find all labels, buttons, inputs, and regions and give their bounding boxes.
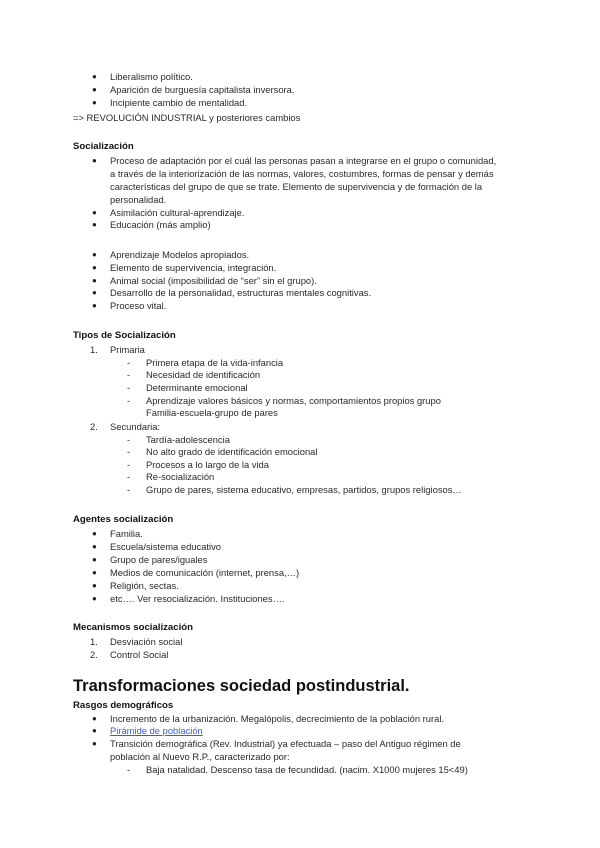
- arrow-line: => REVOLUCIÓN INDUSTRIAL y posteriores cambios: [73, 112, 301, 123]
- bullet-icon: ●: [92, 98, 97, 107]
- list-item-secundaria: Secundaria:: [110, 421, 161, 432]
- sub-list-item-continuation: Familia-escuela-grupo de pares: [146, 407, 278, 418]
- list-item: Control Social: [110, 649, 169, 660]
- bullet-icon: ●: [92, 739, 97, 748]
- list-item: Elemento de supervivencia, integración.: [110, 262, 277, 273]
- list-number: 2.: [90, 421, 98, 432]
- paragraph-line: población al Nuevo R.P., caracterizado por:: [110, 751, 290, 762]
- list-number: 1.: [90, 636, 98, 647]
- bullet-icon: ●: [92, 85, 97, 94]
- bullet-icon: ●: [92, 288, 97, 297]
- sub-list-item: No alto grado de identificación emocional: [146, 446, 318, 457]
- bullet-icon: ●: [92, 301, 97, 310]
- section-heading-socializacion: Socialización: [73, 141, 134, 152]
- dash-icon: -: [127, 446, 131, 457]
- paragraph-line: características del grupo de que se trate. Elemento de supervivencia y de formación de la: [110, 181, 483, 192]
- bullet-icon: ●: [92, 208, 97, 217]
- subheading-rasgos: Rasgos demográficos: [73, 700, 174, 711]
- bullet-icon: ●: [92, 568, 97, 577]
- dash-icon: -: [127, 357, 131, 368]
- bullet-icon: ●: [92, 276, 97, 285]
- bullet-icon: ●: [92, 581, 97, 590]
- sub-list-item: Primera etapa de la vida-infancia: [146, 357, 284, 368]
- dash-icon: -: [127, 484, 131, 495]
- list-item-primaria: Primaria: [110, 344, 145, 355]
- list-item: Aprendizaje Modelos apropiados.: [110, 249, 250, 260]
- bullet-icon: ●: [92, 726, 97, 735]
- dash-icon: -: [127, 434, 131, 445]
- sub-list-item: Re-socialización: [146, 471, 215, 482]
- bullet-icon: ●: [92, 263, 97, 272]
- list-item: Desarrollo de la personalidad, estructuras mentales cognitivas.: [110, 287, 372, 298]
- list-item: Religión, sectas.: [110, 580, 179, 591]
- bullet-icon: ●: [92, 594, 97, 603]
- sub-list-item: Grupo de pares, sistema educativo, empresas, partidos, grupos religiosos…: [146, 484, 462, 495]
- section-heading-mecanismos: Mecanismos socialización: [73, 622, 193, 633]
- dash-icon: -: [127, 764, 131, 775]
- sub-list-item: Aprendizaje valores básicos y normas, comportamientos propios grupo: [146, 395, 441, 406]
- major-heading-transformaciones: Transformaciones sociedad postindustrial.: [73, 677, 410, 695]
- list-item: Incremento de la urbanización. Megalópolis, decrecimiento de la población rural.: [110, 713, 445, 724]
- bullet-icon: ●: [92, 542, 97, 551]
- list-item: etc…. Ver resocialización. Instituciones….: [110, 593, 285, 604]
- list-number: 2.: [90, 649, 98, 660]
- list-item: Escuela/sistema educativo: [110, 541, 221, 552]
- bullet-icon: ●: [92, 156, 97, 165]
- dash-icon: -: [127, 395, 131, 406]
- list-item: Incipiente cambio de mentalidad.: [110, 97, 248, 108]
- list-item: Educación (más amplio): [110, 219, 211, 230]
- list-number: 1.: [90, 344, 98, 355]
- bullet-icon: ●: [92, 529, 97, 538]
- list-item: Familia.: [110, 528, 143, 539]
- sub-list-item: Procesos a lo largo de la vida: [146, 459, 269, 470]
- bullet-icon: ●: [92, 555, 97, 564]
- paragraph-line: Transición demográfica (Rev. Industrial) ya efectuada – paso del Antiguo régimen de: [110, 738, 461, 749]
- list-item: Grupo de pares/iguales: [110, 554, 208, 565]
- list-item: Animal social (imposibilidad de “ser” sin el grupo).: [110, 275, 317, 286]
- section-heading-agentes: Agentes socialización: [73, 514, 174, 525]
- paragraph-line: a través de la interiorización de las normas, valores, costumbres, formas de pensar y demás: [110, 168, 494, 179]
- sub-list-item: Necesidad de identificación: [146, 369, 261, 380]
- piramide-link[interactable]: Pirámide de población: [110, 725, 203, 736]
- paragraph-line: personalidad.: [110, 194, 167, 205]
- dash-icon: -: [127, 471, 131, 482]
- list-item: Proceso vital.: [110, 300, 167, 311]
- list-item: Desviación social: [110, 636, 183, 647]
- bullet-icon: ●: [92, 72, 97, 81]
- sub-list-item: Baja natalidad. Descenso tasa de fecundidad. (nacim. X1000 mujeres 15<49): [146, 764, 468, 775]
- list-item: Medios de comunicación (internet, prensa,…): [110, 567, 300, 578]
- bullet-icon: ●: [92, 250, 97, 259]
- list-item: Aparición de burguesía capitalista inversora.: [110, 84, 295, 95]
- paragraph-line: Proceso de adaptación por el cuál las personas pasan a integrarse en el grupo o comunidad,: [110, 155, 497, 166]
- list-item: Liberalismo político.: [110, 71, 193, 82]
- bullet-icon: ●: [92, 714, 97, 723]
- dash-icon: -: [127, 382, 131, 393]
- sub-list-item: Determinante emocional: [146, 382, 248, 393]
- dash-icon: -: [127, 459, 131, 470]
- sub-list-item: Tardía-adolescencia: [146, 434, 230, 445]
- section-heading-tipos: Tipos de Socialización: [73, 330, 176, 341]
- list-item: Asimilación cultural-aprendizaje.: [110, 207, 245, 218]
- bullet-icon: ●: [92, 220, 97, 229]
- dash-icon: -: [127, 369, 131, 380]
